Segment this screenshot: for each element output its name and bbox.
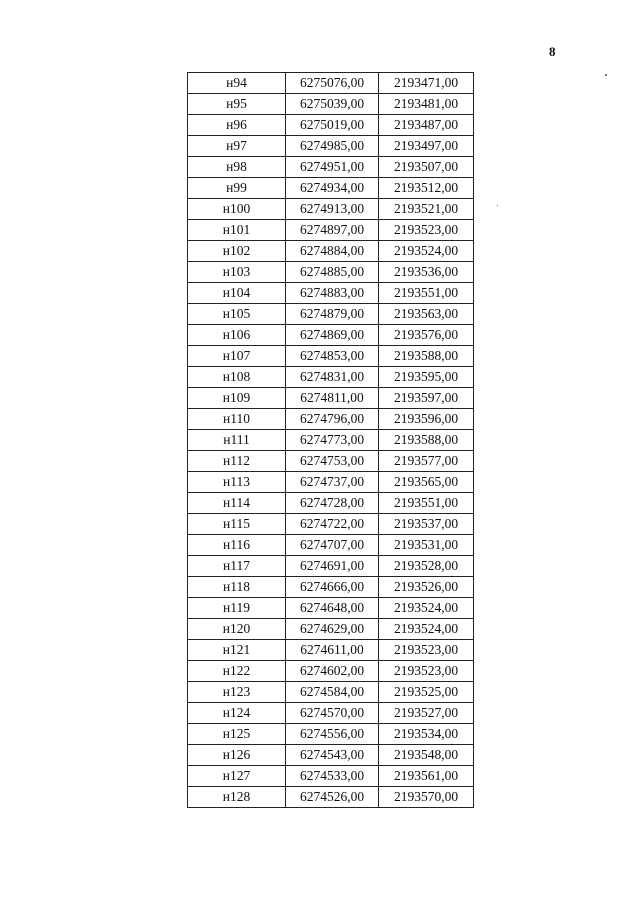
point-id-cell: н123: [188, 682, 286, 703]
y-coordinate-cell: 2193507,00: [379, 157, 474, 178]
x-coordinate-cell: 6274796,00: [286, 409, 379, 430]
x-coordinate-cell: 6274728,00: [286, 493, 379, 514]
table-row: [188, 598, 474, 619]
point-id-cell: н104: [188, 283, 286, 304]
x-coordinate-cell: 6274570,00: [286, 703, 379, 724]
y-coordinate-cell: 2193497,00: [379, 136, 474, 157]
point-id-cell: н120: [188, 619, 286, 640]
point-id-cell: н98: [188, 157, 286, 178]
point-id-cell: н103: [188, 262, 286, 283]
point-id-cell: н124: [188, 703, 286, 724]
y-coordinate-cell: 2193524,00: [379, 598, 474, 619]
table-row: [188, 94, 474, 115]
point-id-cell: н117: [188, 556, 286, 577]
table-row: [188, 661, 474, 682]
point-id-cell: н115: [188, 514, 286, 535]
table-row: [188, 556, 474, 577]
page-number: 8: [549, 44, 556, 59]
x-coordinate-cell: 6274533,00: [286, 766, 379, 787]
x-coordinate-cell: 6274811,00: [286, 388, 379, 409]
x-coordinate-cell: 6274773,00: [286, 430, 379, 451]
table-row: [188, 745, 474, 766]
table-row: [188, 262, 474, 283]
table-row: [188, 220, 474, 241]
x-coordinate-cell: 6274691,00: [286, 556, 379, 577]
x-coordinate-cell: 6274556,00: [286, 724, 379, 745]
point-id-cell: н101: [188, 220, 286, 241]
y-coordinate-cell: 2193534,00: [379, 724, 474, 745]
table-row: [188, 493, 474, 514]
table-row: [188, 787, 474, 808]
table-row: [188, 535, 474, 556]
y-coordinate-cell: 2193588,00: [379, 430, 474, 451]
table-row: [188, 136, 474, 157]
table-row: [188, 682, 474, 703]
point-id-cell: н108: [188, 367, 286, 388]
point-id-cell: н99: [188, 178, 286, 199]
point-id-cell: н109: [188, 388, 286, 409]
table-row: [188, 157, 474, 178]
table-row: [188, 115, 474, 136]
x-coordinate-cell: 6274753,00: [286, 451, 379, 472]
x-coordinate-cell: 6274884,00: [286, 241, 379, 262]
x-coordinate-cell: 6275039,00: [286, 94, 379, 115]
y-coordinate-cell: 2193523,00: [379, 661, 474, 682]
x-coordinate-cell: 6274951,00: [286, 157, 379, 178]
point-id-cell: н94: [188, 73, 286, 94]
table-row: [188, 178, 474, 199]
table-row: [188, 199, 474, 220]
x-coordinate-cell: 6274707,00: [286, 535, 379, 556]
point-id-cell: н116: [188, 535, 286, 556]
point-id-cell: н105: [188, 304, 286, 325]
y-coordinate-cell: 2193548,00: [379, 745, 474, 766]
point-id-cell: н128: [188, 787, 286, 808]
y-coordinate-cell: 2193527,00: [379, 703, 474, 724]
table-row: [188, 283, 474, 304]
x-coordinate-cell: 6274934,00: [286, 178, 379, 199]
x-coordinate-cell: 6274737,00: [286, 472, 379, 493]
y-coordinate-cell: 2193565,00: [379, 472, 474, 493]
table-row: [188, 640, 474, 661]
y-coordinate-cell: 2193528,00: [379, 556, 474, 577]
x-coordinate-cell: 6274584,00: [286, 682, 379, 703]
x-coordinate-cell: 6274885,00: [286, 262, 379, 283]
table-row: [188, 409, 474, 430]
y-coordinate-cell: 2193523,00: [379, 220, 474, 241]
scan-speck: [605, 74, 607, 76]
table-row: [188, 766, 474, 787]
x-coordinate-cell: 6274611,00: [286, 640, 379, 661]
y-coordinate-cell: 2193537,00: [379, 514, 474, 535]
point-id-cell: н97: [188, 136, 286, 157]
x-coordinate-cell: 6275076,00: [286, 73, 379, 94]
point-id-cell: н112: [188, 451, 286, 472]
point-id-cell: н100: [188, 199, 286, 220]
x-coordinate-cell: 6274526,00: [286, 787, 379, 808]
point-id-cell: н96: [188, 115, 286, 136]
point-id-cell: н107: [188, 346, 286, 367]
y-coordinate-cell: 2193577,00: [379, 451, 474, 472]
y-coordinate-cell: 2193524,00: [379, 241, 474, 262]
x-coordinate-cell: 6274883,00: [286, 283, 379, 304]
y-coordinate-cell: 2193576,00: [379, 325, 474, 346]
table-row: [188, 703, 474, 724]
y-coordinate-cell: 2193525,00: [379, 682, 474, 703]
y-coordinate-cell: 2193570,00: [379, 787, 474, 808]
x-coordinate-cell: 6274913,00: [286, 199, 379, 220]
table-row: [188, 241, 474, 262]
y-coordinate-cell: 2193481,00: [379, 94, 474, 115]
y-coordinate-cell: 2193595,00: [379, 367, 474, 388]
table-row: [188, 325, 474, 346]
point-id-cell: н122: [188, 661, 286, 682]
y-coordinate-cell: 2193588,00: [379, 346, 474, 367]
y-coordinate-cell: 2193524,00: [379, 619, 474, 640]
table-row: [188, 451, 474, 472]
table-row: [188, 619, 474, 640]
point-id-cell: н119: [188, 598, 286, 619]
x-coordinate-cell: 6275019,00: [286, 115, 379, 136]
x-coordinate-cell: 6274985,00: [286, 136, 379, 157]
coordinates-table-body: [188, 73, 474, 808]
table-row: [188, 724, 474, 745]
point-id-cell: н126: [188, 745, 286, 766]
x-coordinate-cell: 6274648,00: [286, 598, 379, 619]
table-row: [188, 472, 474, 493]
x-coordinate-cell: 6274831,00: [286, 367, 379, 388]
point-id-cell: н113: [188, 472, 286, 493]
point-id-cell: н102: [188, 241, 286, 262]
table-row: [188, 514, 474, 535]
coordinates-table: [187, 72, 474, 808]
y-coordinate-cell: 2193526,00: [379, 577, 474, 598]
point-id-cell: н114: [188, 493, 286, 514]
y-coordinate-cell: 2193471,00: [379, 73, 474, 94]
x-coordinate-cell: 6274543,00: [286, 745, 379, 766]
table-row: [188, 73, 474, 94]
y-coordinate-cell: 2193551,00: [379, 283, 474, 304]
table-row: [188, 304, 474, 325]
table-row: [188, 388, 474, 409]
point-id-cell: н111: [188, 430, 286, 451]
y-coordinate-cell: 2193563,00: [379, 304, 474, 325]
point-id-cell: н118: [188, 577, 286, 598]
point-id-cell: н95: [188, 94, 286, 115]
y-coordinate-cell: 2193561,00: [379, 766, 474, 787]
x-coordinate-cell: 6274853,00: [286, 346, 379, 367]
y-coordinate-cell: 2193512,00: [379, 178, 474, 199]
table-row: [188, 346, 474, 367]
scan-speck: [497, 205, 498, 206]
y-coordinate-cell: 2193551,00: [379, 493, 474, 514]
y-coordinate-cell: 2193531,00: [379, 535, 474, 556]
x-coordinate-cell: 6274879,00: [286, 304, 379, 325]
x-coordinate-cell: 6274897,00: [286, 220, 379, 241]
x-coordinate-cell: 6274602,00: [286, 661, 379, 682]
x-coordinate-cell: 6274629,00: [286, 619, 379, 640]
point-id-cell: н127: [188, 766, 286, 787]
point-id-cell: н125: [188, 724, 286, 745]
x-coordinate-cell: 6274869,00: [286, 325, 379, 346]
point-id-cell: н106: [188, 325, 286, 346]
y-coordinate-cell: 2193521,00: [379, 199, 474, 220]
y-coordinate-cell: 2193597,00: [379, 388, 474, 409]
table-row: [188, 577, 474, 598]
y-coordinate-cell: 2193523,00: [379, 640, 474, 661]
y-coordinate-cell: 2193487,00: [379, 115, 474, 136]
point-id-cell: н121: [188, 640, 286, 661]
x-coordinate-cell: 6274666,00: [286, 577, 379, 598]
x-coordinate-cell: 6274722,00: [286, 514, 379, 535]
table-row: [188, 367, 474, 388]
point-id-cell: н110: [188, 409, 286, 430]
table-row: [188, 430, 474, 451]
y-coordinate-cell: 2193596,00: [379, 409, 474, 430]
y-coordinate-cell: 2193536,00: [379, 262, 474, 283]
